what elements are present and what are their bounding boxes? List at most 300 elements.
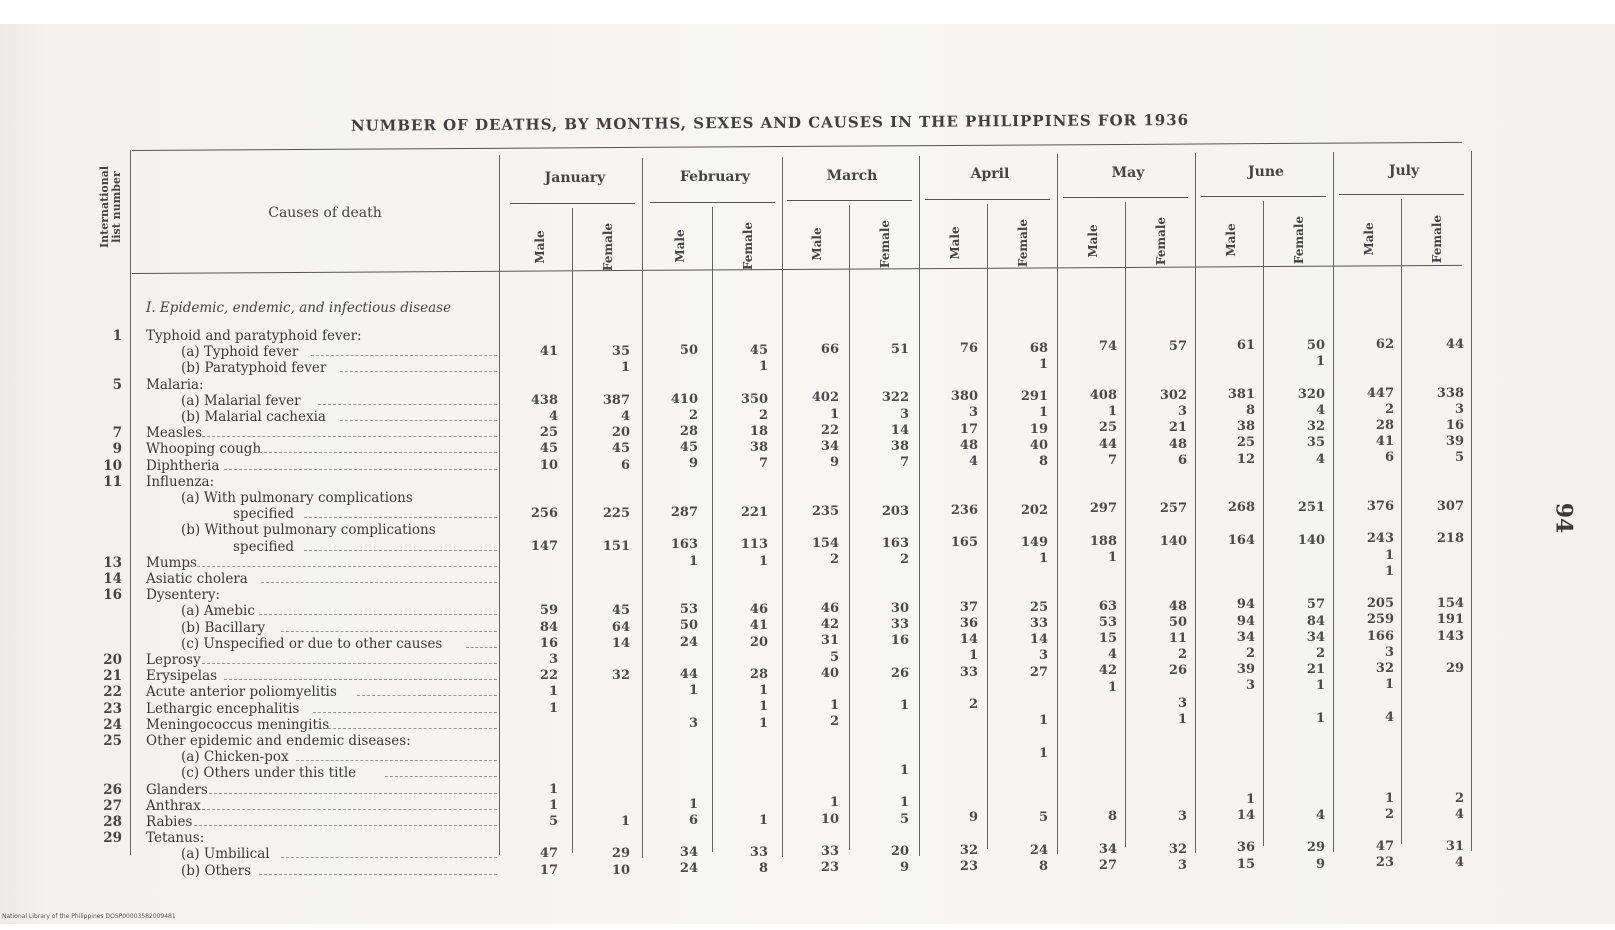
female-count: 45 xyxy=(749,343,768,358)
female-count: 251 xyxy=(1297,500,1325,516)
male-count: 34 xyxy=(1098,841,1117,857)
male-count: 259 xyxy=(1366,612,1394,628)
male-count: 2 xyxy=(968,697,978,712)
male-count: 268 xyxy=(1227,500,1255,516)
leader-dots xyxy=(259,874,497,875)
cause-label: Mumps xyxy=(146,554,197,571)
list-number: 27 xyxy=(103,797,122,814)
table-row xyxy=(0,709,1615,733)
leader-dots xyxy=(202,809,497,810)
male-count: 33 xyxy=(820,844,839,859)
female-count: 387 xyxy=(602,392,630,408)
female-count: 1 xyxy=(899,698,909,714)
table-row xyxy=(0,745,1615,766)
male-count: 1 xyxy=(548,781,558,797)
female-count: 1 xyxy=(620,814,630,829)
male-count: 22 xyxy=(539,668,558,684)
male-count: 59 xyxy=(539,603,558,619)
female-count: 51 xyxy=(890,341,909,357)
list-number: 25 xyxy=(103,733,122,749)
female-header: Female xyxy=(741,221,755,270)
female-count: 322 xyxy=(881,390,909,406)
male-count: 438 xyxy=(530,392,558,408)
male-header: Male xyxy=(810,227,824,261)
male-count: 9 xyxy=(829,455,839,471)
female-count: 7 xyxy=(758,456,768,472)
female-count: 140 xyxy=(1159,533,1187,549)
male-count: 37 xyxy=(959,599,978,615)
female-count: 40 xyxy=(1029,437,1048,453)
male-count: 2 xyxy=(1384,401,1394,417)
female-count: 1 xyxy=(758,553,768,569)
month-underline xyxy=(510,203,635,204)
male-count: 50 xyxy=(679,618,698,634)
male-count: 2 xyxy=(829,714,839,730)
list-number: 5 xyxy=(112,376,122,393)
female-count: 14 xyxy=(1029,632,1048,648)
female-count: 27 xyxy=(1029,664,1048,680)
female-count: 1 xyxy=(1315,678,1325,694)
male-count: 25 xyxy=(1236,435,1255,451)
female-count: 38 xyxy=(890,439,909,454)
male-count: 22 xyxy=(820,422,839,438)
cause-label: (b) Malarial cachexia xyxy=(181,409,326,425)
leader-dots xyxy=(328,728,497,729)
female-count: 21 xyxy=(1306,662,1325,678)
list-number: 20 xyxy=(103,652,122,668)
male-count: 1 xyxy=(968,648,978,664)
cause-label: (b) Bacillary xyxy=(181,619,266,636)
cause-label: (a) Amebic xyxy=(181,603,255,620)
male-count: 1 xyxy=(548,684,558,700)
male-count: 147 xyxy=(530,538,558,554)
male-count: 14 xyxy=(959,632,978,648)
leader-dots xyxy=(261,582,497,583)
female-count: 50 xyxy=(1306,338,1325,354)
male-count: 27 xyxy=(1098,857,1117,873)
female-count: 149 xyxy=(1020,535,1048,550)
male-count: 235 xyxy=(811,503,839,519)
male-count: 9 xyxy=(688,456,698,472)
cause-label: (c) Others under this title xyxy=(181,765,357,782)
female-count: 48 xyxy=(1168,598,1187,614)
male-count: 9 xyxy=(968,810,978,826)
male-count: 10 xyxy=(539,457,558,473)
female-count: 1 xyxy=(758,683,768,699)
male-count: 23 xyxy=(820,860,839,876)
male-count: 84 xyxy=(539,619,558,635)
male-count: 74 xyxy=(1098,339,1117,355)
male-count: 47 xyxy=(1375,839,1394,855)
male-count: 62 xyxy=(1375,337,1394,352)
male-count: 47 xyxy=(539,846,558,862)
female-count: 1 xyxy=(899,795,909,811)
leader-dots xyxy=(304,550,497,551)
female-count: 4 xyxy=(620,409,630,424)
list-number: 11 xyxy=(103,473,122,490)
male-count: 4 xyxy=(1107,647,1117,663)
male-count: 41 xyxy=(1375,434,1394,450)
male-count: 12 xyxy=(1236,451,1255,467)
male-count: 76 xyxy=(959,340,978,356)
female-count: 32 xyxy=(1306,419,1325,435)
female-count: 21 xyxy=(1168,420,1187,436)
male-count: 8 xyxy=(1245,403,1255,418)
female-count: 143 xyxy=(1436,628,1464,644)
male-count: 1 xyxy=(688,553,698,569)
table-row xyxy=(0,806,1615,830)
leader-dots xyxy=(281,857,497,858)
male-count: 243 xyxy=(1366,531,1394,547)
female-count: 113 xyxy=(740,537,768,553)
female-count: 84 xyxy=(1306,613,1325,629)
female-header: Female xyxy=(878,220,892,269)
female-count: 14 xyxy=(890,422,909,438)
female-count: 14 xyxy=(611,635,630,651)
female-count: 6 xyxy=(620,457,630,473)
male-count: 410 xyxy=(670,391,698,407)
table-row xyxy=(0,563,1615,587)
table-row xyxy=(0,337,1615,361)
cause-label: Acute anterior poliomyelitis xyxy=(146,684,337,701)
female-count: 18 xyxy=(749,424,768,439)
female-count: 8 xyxy=(1038,859,1048,874)
female-count: 29 xyxy=(1306,840,1325,856)
month-header-may: May xyxy=(1111,165,1145,182)
list-number: 9 xyxy=(112,441,122,458)
female-count: 1 xyxy=(758,715,768,731)
male-count: 2 xyxy=(688,407,698,423)
male-count: 381 xyxy=(1227,386,1255,402)
female-count: 3 xyxy=(1038,648,1048,664)
female-count: 50 xyxy=(1168,614,1187,630)
female-header: Female xyxy=(1016,218,1030,267)
month-underline xyxy=(925,199,1050,200)
leader-dots xyxy=(202,663,497,664)
female-count: 163 xyxy=(881,536,909,552)
female-count: 41 xyxy=(749,618,768,634)
female-count: 3 xyxy=(1177,809,1187,825)
male-count: 25 xyxy=(539,425,558,441)
female-count: 1 xyxy=(899,763,909,778)
month-header-february: February xyxy=(679,168,750,185)
female-count: 8 xyxy=(1038,454,1048,469)
female-count: 1 xyxy=(1038,745,1048,761)
female-count: 9 xyxy=(899,860,909,876)
cause-label: Erysipelas xyxy=(146,668,218,685)
female-count: 1 xyxy=(1038,405,1048,421)
male-count: 42 xyxy=(1098,663,1117,679)
male-count: 4 xyxy=(1384,709,1394,725)
list-number: 10 xyxy=(103,457,122,474)
male-count: 36 xyxy=(959,616,978,631)
male-count: 32 xyxy=(1375,661,1394,676)
male-count: 4 xyxy=(968,454,978,469)
leader-dots xyxy=(318,404,497,405)
male-count: 163 xyxy=(670,537,698,553)
female-count: 8 xyxy=(758,861,768,877)
leader-dots xyxy=(202,436,497,437)
female-count: 29 xyxy=(611,846,630,862)
male-count: 2 xyxy=(1384,806,1394,822)
header-top-rule xyxy=(132,142,1462,151)
female-count: 29 xyxy=(1445,661,1464,676)
month-header-july: July xyxy=(1388,162,1420,179)
female-count: 2 xyxy=(1454,790,1464,806)
male-count: 16 xyxy=(539,635,558,651)
male-count: 402 xyxy=(811,390,839,406)
male-header: Male xyxy=(1224,223,1238,257)
female-count: 3 xyxy=(1454,401,1464,417)
male-count: 3 xyxy=(1384,644,1394,660)
male-count: 2 xyxy=(829,552,839,568)
male-count: 15 xyxy=(1098,631,1117,646)
cause-label: (b) Paratyphoid fever xyxy=(181,360,327,377)
cause-label: (a) Chicken-pox xyxy=(181,749,289,766)
male-count: 23 xyxy=(959,859,978,874)
female-count: 4 xyxy=(1315,451,1325,467)
footer-credit: National Library of the Philippines DOSP00003582009481 xyxy=(2,913,176,920)
male-count: 3 xyxy=(1245,678,1255,694)
male-count: 14 xyxy=(1236,808,1255,823)
male-count: 165 xyxy=(950,535,978,550)
male-count: 3 xyxy=(968,405,978,421)
female-count: 32 xyxy=(611,668,630,684)
table-row xyxy=(0,677,1615,701)
female-count: 203 xyxy=(881,503,909,519)
male-count: 50 xyxy=(679,343,698,358)
table-row xyxy=(0,855,1615,879)
cause-label: specified xyxy=(233,506,295,523)
male-header: Male xyxy=(673,228,687,263)
cause-label: Diphtheria xyxy=(146,457,220,474)
female-count: 44 xyxy=(1445,337,1464,352)
female-count: 302 xyxy=(1159,388,1187,403)
female-count: 33 xyxy=(749,845,768,861)
male-count: 1 xyxy=(688,683,698,699)
list-number: 16 xyxy=(103,587,122,604)
female-count: 202 xyxy=(1020,502,1048,518)
female-header: Female xyxy=(1154,217,1168,266)
female-count: 3 xyxy=(1177,695,1187,711)
female-count: 151 xyxy=(602,538,630,554)
female-count: 1 xyxy=(1177,712,1187,727)
leader-dots xyxy=(385,776,497,777)
female-count: 4 xyxy=(1315,808,1325,823)
female-count: 57 xyxy=(1168,339,1187,355)
female-count: 26 xyxy=(1168,663,1187,679)
male-count: 6 xyxy=(1384,450,1394,466)
female-count: 5 xyxy=(899,811,909,827)
cause-label: (b) Others xyxy=(181,862,252,879)
table-title: NUMBER OF DEATHS, BY MONTHS, SEXES AND CAUSES IN THE PHILIPPINES FOR 1936 xyxy=(350,110,1190,135)
female-count: 45 xyxy=(611,441,630,457)
male-count: 256 xyxy=(530,506,558,522)
male-count: 41 xyxy=(539,344,558,360)
leader-dots xyxy=(311,355,497,356)
cause-label: (a) Typhoid fever xyxy=(181,344,299,361)
male-count: 1 xyxy=(1384,547,1394,563)
list-number: 7 xyxy=(112,425,122,442)
leader-dots xyxy=(209,793,497,794)
male-count: 1 xyxy=(1384,677,1394,693)
list-number: 26 xyxy=(103,781,122,798)
male-count: 63 xyxy=(1098,598,1117,614)
female-header: Female xyxy=(1430,214,1444,263)
female-count: 1 xyxy=(1315,354,1325,370)
male-count: 5 xyxy=(548,814,558,829)
cause-label: Tetanus: xyxy=(146,830,205,847)
cause-label: Dysentery: xyxy=(146,587,221,604)
female-count: 307 xyxy=(1436,499,1464,514)
male-count: 2 xyxy=(1245,646,1255,661)
male-count: 40 xyxy=(820,665,839,681)
female-count: 64 xyxy=(611,619,630,635)
male-count: 23 xyxy=(1375,855,1394,871)
list-number: 14 xyxy=(103,571,122,587)
female-count: 35 xyxy=(611,344,630,360)
female-count: 2 xyxy=(1315,646,1325,661)
female-count: 3 xyxy=(1177,857,1187,873)
female-count: 3 xyxy=(899,406,909,422)
female-count: 16 xyxy=(890,633,909,649)
leader-dots xyxy=(357,695,497,696)
leader-dots xyxy=(187,566,497,567)
leader-dots xyxy=(254,452,497,453)
cause-label: Meningococcus meningitis xyxy=(146,716,330,733)
male-count: 17 xyxy=(959,421,978,437)
female-count: 48 xyxy=(1168,436,1187,452)
female-count: 4 xyxy=(1454,806,1464,822)
female-count: 68 xyxy=(1029,340,1048,356)
cause-label: Rabies xyxy=(146,814,193,830)
female-count: 11 xyxy=(1168,631,1187,646)
male-header: Male xyxy=(948,226,962,260)
male-count: 287 xyxy=(670,505,698,520)
female-count: 1 xyxy=(1038,356,1048,372)
female-count: 16 xyxy=(1445,418,1464,433)
male-count: 24 xyxy=(679,861,698,877)
female-count: 5 xyxy=(1038,810,1048,826)
female-count: 10 xyxy=(611,862,630,878)
list-number-header-text: International list number xyxy=(98,165,123,249)
female-count: 30 xyxy=(890,601,909,616)
female-header: Female xyxy=(601,222,615,272)
male-count: 6 xyxy=(688,812,698,828)
female-count: 57 xyxy=(1306,597,1325,613)
leader-dots xyxy=(259,614,497,615)
month-underline xyxy=(787,200,912,201)
male-count: 94 xyxy=(1236,597,1255,613)
table-row xyxy=(0,450,1615,474)
male-count: 1 xyxy=(1384,790,1394,806)
table-row xyxy=(0,733,1615,748)
male-count: 408 xyxy=(1089,388,1117,403)
cause-label: Influenza: xyxy=(146,473,215,490)
male-count: 53 xyxy=(679,602,698,618)
cause-label: (a) Umbilical xyxy=(181,846,270,863)
causes-of-death-header: Causes of death xyxy=(268,205,382,221)
female-count: 31 xyxy=(1445,839,1464,855)
male-count: 376 xyxy=(1366,499,1394,514)
male-count: 3 xyxy=(688,715,698,731)
female-count: 3 xyxy=(1177,404,1187,420)
male-count: 1 xyxy=(548,797,558,813)
female-count: 26 xyxy=(890,665,909,681)
list-number: 22 xyxy=(103,684,122,701)
female-count: 221 xyxy=(740,505,768,520)
male-count: 1 xyxy=(829,406,839,422)
male-count: 34 xyxy=(679,845,698,861)
female-count: 218 xyxy=(1436,531,1464,547)
leader-dots xyxy=(304,517,497,518)
male-count: 34 xyxy=(820,439,839,454)
female-count: 291 xyxy=(1020,389,1048,405)
cause-label: Other epidemic and endemic diseases: xyxy=(146,733,411,749)
cause-label: Typhoid and paratyphoid fever: xyxy=(146,328,362,344)
cause-label: Whooping cough xyxy=(146,441,262,458)
leader-dots xyxy=(224,679,497,680)
female-header: Female xyxy=(1292,215,1306,265)
female-count: 33 xyxy=(1029,616,1048,631)
male-count: 17 xyxy=(539,862,558,878)
male-count: 236 xyxy=(950,502,978,518)
female-count: 1 xyxy=(758,812,768,828)
female-count: 19 xyxy=(1029,421,1048,437)
female-count: 1 xyxy=(620,360,630,376)
female-count: 320 xyxy=(1297,386,1325,402)
male-count: 1 xyxy=(1107,404,1117,420)
female-count: 45 xyxy=(611,603,630,619)
female-count: 9 xyxy=(1315,856,1325,872)
male-count: 4 xyxy=(548,409,558,424)
male-count: 1 xyxy=(1107,679,1117,695)
leader-dots xyxy=(313,712,497,713)
cause-label: Malaria: xyxy=(146,376,204,393)
cause-label: (b) Without pulmonary complications xyxy=(181,522,436,539)
female-count: 338 xyxy=(1436,385,1464,401)
male-count: 38 xyxy=(1236,419,1255,435)
month-header-june: June xyxy=(1248,164,1284,180)
female-count: 1 xyxy=(1038,713,1048,729)
female-count: 6 xyxy=(1177,452,1187,468)
male-header: Male xyxy=(1362,221,1376,256)
male-count: 164 xyxy=(1227,532,1255,548)
male-count: 5 xyxy=(829,649,839,665)
leader-dots xyxy=(281,631,497,632)
male-count: 166 xyxy=(1366,628,1394,644)
month-underline xyxy=(1339,194,1464,195)
female-count: 2 xyxy=(899,552,909,568)
male-count: 46 xyxy=(820,601,839,616)
list-number: 24 xyxy=(103,716,122,733)
male-count: 297 xyxy=(1089,501,1117,517)
cause-label: (a) With pulmonary complications xyxy=(181,490,413,506)
female-count: 39 xyxy=(1445,434,1464,450)
male-count: 380 xyxy=(950,389,978,405)
male-count: 44 xyxy=(1098,436,1117,452)
female-count: 1 xyxy=(1315,710,1325,726)
male-count: 447 xyxy=(1366,385,1394,401)
male-count: 1 xyxy=(829,698,839,714)
cause-label: Leprosy xyxy=(146,652,201,668)
male-count: 205 xyxy=(1366,596,1394,612)
male-count: 8 xyxy=(1107,809,1117,825)
female-count: 38 xyxy=(749,440,768,456)
leader-dots xyxy=(296,760,497,761)
female-count: 1 xyxy=(1038,551,1048,567)
month-underline xyxy=(1063,197,1188,198)
